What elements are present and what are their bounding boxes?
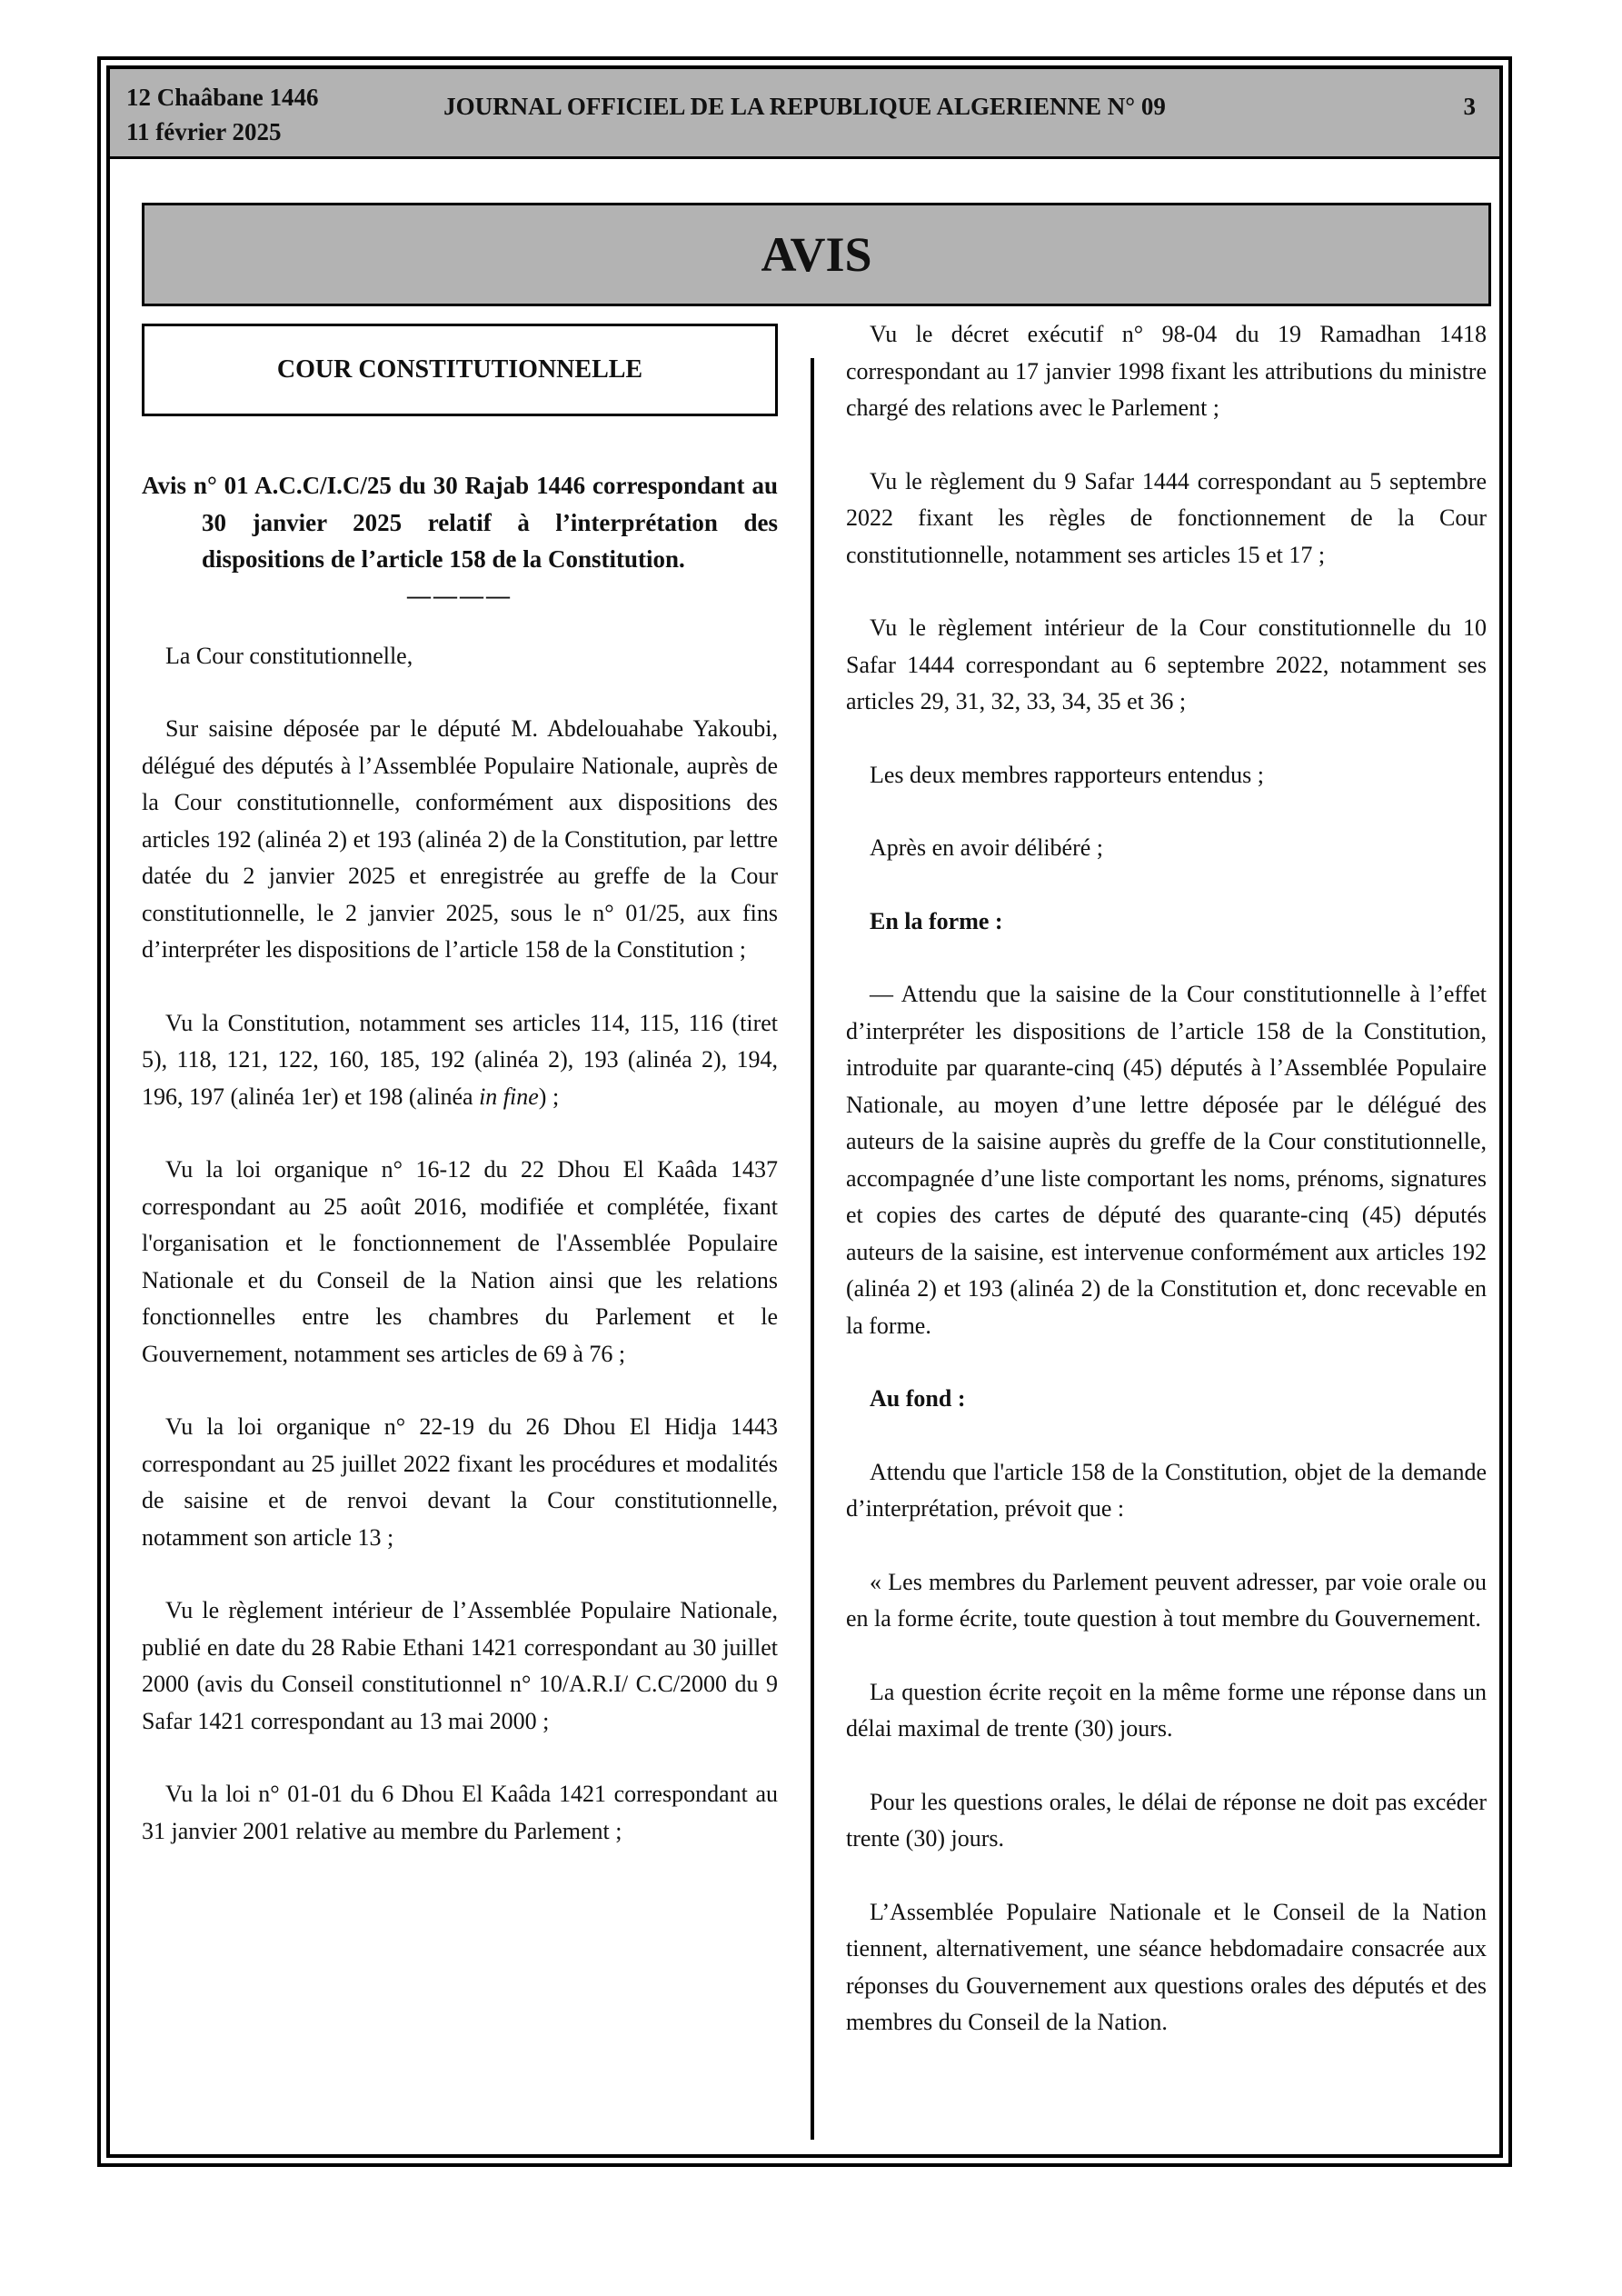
paragraph-suffix: ) ; [538, 1083, 560, 1110]
paragraph: « Les membres du Parlement peuvent adresser, par voie orale ou en la forme écrite, toute question à tout membre du Gouvernement. [846, 1568, 1487, 1632]
paragraph: Pour les questions orales, le délai de réponse ne doit pas excéder trente (30) jours. [846, 1788, 1487, 1852]
heading-forme: En la forme : [870, 907, 1003, 934]
right-column [846, 316, 1487, 2078]
column-divider [811, 358, 814, 2140]
paragraph: Vu la loi organique n° 16-12 du 22 Dhou El Kaâda 1437 correspondant au 25 août 2016, modifiée et complétée, fixant l'organisation et le fonctionnement de l'Assemblée Populaire Nationale et du Conseil de la Nation ainsi que les relations fonctionnelles entre les chambres du Parlement et le Gouvernement, notamment ses articles de 69 à 76 ; [142, 1156, 778, 1367]
section-title: AVIS [761, 227, 872, 282]
institution-box: COUR CONSTITUTIONNELLE [142, 324, 778, 416]
paragraph: Vu le règlement intérieur de l’Assemblée Populaire Nationale, publié en date du 28 Rabie Ethani 1421 correspondant au 30 juillet 2000 (avis du Conseil constitutionnel n° 10/A.R.I/ C.C/2000 du 9 Safar 1421 correspondant au 13 mai 2000 ; [142, 1597, 778, 1734]
hijri-date: 12 Chaâbane 1446 [126, 84, 319, 111]
avis-title: Avis n° 01 A.C.C/I.C/25 du 30 Rajab 1446 correspondant au 30 janvier 2025 relatif à l’interprétation des dispositions de l’article 158 de la Constitution. [142, 472, 778, 573]
page-inner-frame [106, 65, 1503, 2158]
paragraph: Les deux membres rapporteurs entendus ; [870, 761, 1264, 788]
paragraph: Vu la loi n° 01-01 du 6 Dhou El Kaâda 1421 correspondant au 31 janvier 2001 relative au membre du Parlement ; [142, 1781, 778, 1844]
title-separator: ———— [407, 582, 512, 609]
paragraph: La Cour constitutionnelle, [165, 642, 413, 669]
paragraph: Après en avoir délibéré ; [870, 834, 1104, 861]
page-frame [97, 56, 1512, 2167]
left-column [142, 324, 778, 1886]
paragraph: Vu la loi organique n° 22-19 du 26 Dhou El Hidja 1443 correspondant au 25 juillet 2022 fixant les procédures et modalités de saisine et de renvoi devant la Cour constitutionnelle, notamment son article 13 ; [142, 1413, 778, 1551]
page-number: 3 [1463, 93, 1476, 120]
paragraph: Vu le décret exécutif n° 98-04 du 19 Ramadhan 1418 correspondant au 17 janvier 1998 fixant les attributions du ministre chargé des relations avec le Parlement ; [846, 321, 1487, 421]
paragraph [142, 1005, 778, 1116]
journal-header [110, 69, 1499, 159]
gregorian-date: 11 février 2025 [126, 118, 282, 145]
paragraph-text: Vu la Constitution, notamment ses articles 114, 115, 116 (tiret 5), 118, 121, 122, 160, 185, 192 (alinéa 2), 193 (alinéa 2), 194, 196, 197 (alinéa 1er) et 198 (alinéa [142, 1009, 778, 1110]
paragraph: Sur saisine déposée par le député M. Abdelouahabe Yakoubi, délégué des députés à l’Assemblée Populaire Nationale, auprès de la Cour constitutionnelle, conformément aux dispositions des articles 192 (alinéa 2) et 193 (alinéa 2) de la Constitution, par lettre datée du 2 janvier 2025 et enregistrée au greffe de la Cour constitutionnelle, le 2 janvier 2025, sous le n° 01/25, aux fins d’interpréter les dispositions de l’article 158 de la Constitution ; [142, 715, 778, 963]
heading-fond: Au fond : [870, 1385, 966, 1412]
paragraph: Attendu que l'article 158 de la Constitution, objet de la demande d’interprétation, prévoit que : [846, 1458, 1487, 1522]
paragraph: L’Assemblée Populaire Nationale et le Conseil de la Nation tiennent, alternativement, une séance hebdomadaire consacrée aux réponses du Gouvernement aux questions orales des députés et des membres du Conseil de la Nation. [846, 1898, 1487, 2035]
italic-phrase: in fine [479, 1083, 539, 1110]
paragraph: — Attendu que la saisine de la Cour constitutionnelle à l’effet d’interpréter les dispositions de l’article 158 de la Constitution, introduite par quarante-cinq (45) députés à l’Assemblée Populaire Nationale, au moyen d’une lettre déposée par le délégué des auteurs de la saisine auprès du greffe de la Cour constitutionnelle, accompagnée d’une liste comportant les noms, prénoms, signatures et copies des cartes de député des quarante-cinq (45) députés auteurs de la saisine, est intervenue conformément aux articles 192 (alinéa 2) et 193 (alinéa 2) de la Constitution et, donc recevable en la forme. [846, 981, 1487, 1339]
paragraph: Vu le règlement intérieur de la Cour constitutionnelle du 10 Safar 1444 correspondant au 6 septembre 2022, notamment ses articles 29, 31, 32, 33, 34, 35 et 36 ; [846, 614, 1487, 714]
paragraph: La question écrite reçoit en la même forme une réponse dans un délai maximal de trente (30) jours. [846, 1678, 1487, 1742]
paragraph: Vu le règlement du 9 Safar 1444 correspondant au 5 septembre 2022 fixant les règles de fonctionnement de la Cour constitutionnelle, notamment ses articles 15 et 17 ; [846, 467, 1487, 568]
section-title-box [142, 203, 1491, 306]
journal-title: JOURNAL OFFICIEL DE LA REPUBLIQUE ALGERIENNE N° 09 [443, 93, 1166, 120]
